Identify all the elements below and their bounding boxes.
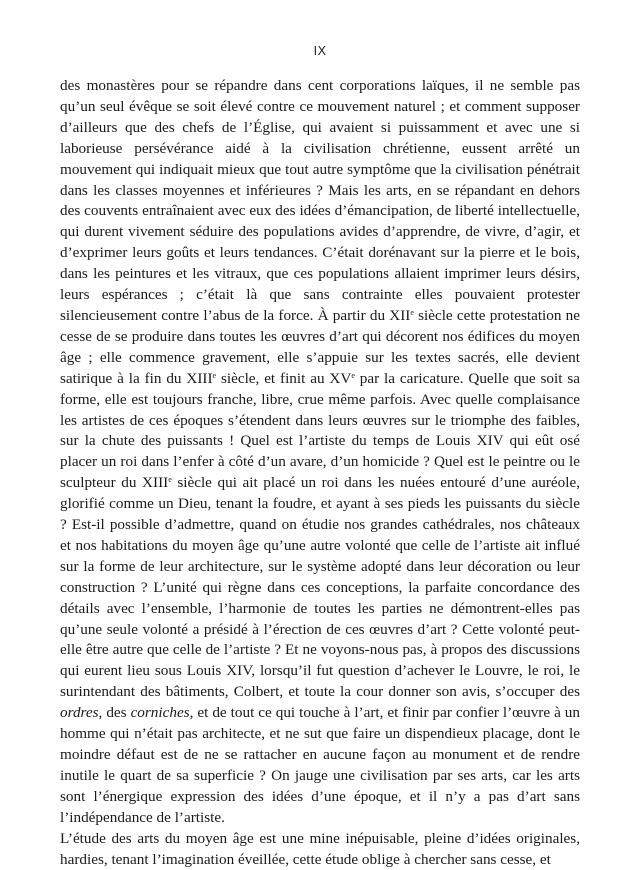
superscript-text: e bbox=[351, 370, 355, 380]
text-segment: , des bbox=[98, 704, 131, 722]
text-segment: , et de tout ce qui touche à l’art, et finir par confier l’œuvre à un homme qui n’était pas architecte, et ne sut que faire un dispendieux placage, dont le moindre défaut est de ne se rattacher en aucune façon au monument et de rendre inutile le quart de sa superficie ? On jauge une civilisation par ses arts, car les arts sont l’énergique expression des idées d’une époque, et il n’y a pas d’art sans l’indépendance de l’artiste. bbox=[60, 704, 580, 826]
text-segment: par la caricature. Quelle que soit sa forme, elle est toujours franche, libre, crue même parfois. Avec quelle complaisance les artistes de ces époques s’étendent dans leurs œuvres sur le triomphe des faibles, sur la chute des puissants ! Quel est l’artiste du temps de Louis XIV qui eût osé placer un roi dans l’enfer à côté d’un avare, d’un homicide ? Quel est le peintre ou le sculpteur du XIII bbox=[60, 369, 580, 492]
text-segment: siècle qui ait placé un roi dans les nuées entouré d’une auréole, glorifié comme un Dieu, tenant la foudre, et ayant à ses pieds les puissants du siècle ? Est-il possible d’admettre, quand on étudie nos grandes cathédrales, nos châteaux et nos habitations du moyen âge qu’une autre volonté que celle de l’artiste ait influé sur la forme de leur architecture, sur le système adopté dans leur décoration ou leur construction ? L’unité qui règne dans ces conceptions, la parfaite concordance des détails avec l’ensemble, l’harmonie de toutes les parties ne démontrent-elles pas qu’une seule volonté a présidé à l’érection de ces œuvres d’art ? Cette volonté peut-elle être autre que celle de l’artiste ? Et ne voyons-nous pas, à propos des discussions qui eurent lieu sous Louis XIV, lorsqu’il fut question d’achever le Louvre, le roi, le surintendant des bâtiments, Colbert, et toute la cour donner son avis, s’occuper des bbox=[60, 474, 580, 701]
text-segment: siècle, et finit au XV bbox=[216, 369, 352, 387]
italic-text: corniches bbox=[130, 704, 190, 722]
body-text bbox=[60, 76, 580, 870]
text-segment: L’étude des arts du moyen âge est une mine inépuisable, pleine d’idées originales, hardies, tenant l’imagination éveillée, cette étude oblige à chercher sans cesse, et bbox=[60, 829, 580, 868]
italic-text: ordres bbox=[60, 704, 99, 722]
page-number: IX bbox=[313, 44, 327, 58]
text-segment: des monastères pour se répandre dans cent corporations laïques, il ne semble pas qu’un seul évêque se soit élevé contre ce mouvement naturel ; et comment supposer d’ailleurs que des chefs de l’Église, qui avaient si puissamment et avec une si laborieuse persévérance aidé à la civilisation chrétienne, eussent arrêté un mouvement qui indiquait mieux que tout autre symptôme que la civilisation pénétrait dans les classes moyennes et inférieures ? Mais les arts, en se répandant en dehors des couvents entraînaient avec eux des idées d’émancipation, de liberté intellectuelle, qui durent vivement séduire des populations avides d’apprendre, de vivre, d’agir, et d’exprimer leurs goûts et leurs tendances. C’était dorénavant sur la pierre et le bois, dans les peintures et les vitraux, que ces populations allaient imprimer leurs désirs, leurs espérances ; c’était là que sans contrainte elles pouvaient protester silencieusement contre l’abus de la force. À partir du XII bbox=[60, 77, 580, 324]
superscript-text: e bbox=[410, 307, 414, 317]
superscript-text: e bbox=[168, 475, 172, 485]
paragraph bbox=[60, 76, 580, 829]
text-segment: siècle cette protestation ne cesse de se produire dans toutes les œuvres d’art qui décorent nos édifices du moyen âge ; elle commence gravement, elle s’appuie sur les textes sacrés, elle devient satirique à la fin du XIII bbox=[60, 306, 580, 387]
paragraph bbox=[60, 829, 580, 870]
superscript-text: e bbox=[212, 370, 217, 380]
